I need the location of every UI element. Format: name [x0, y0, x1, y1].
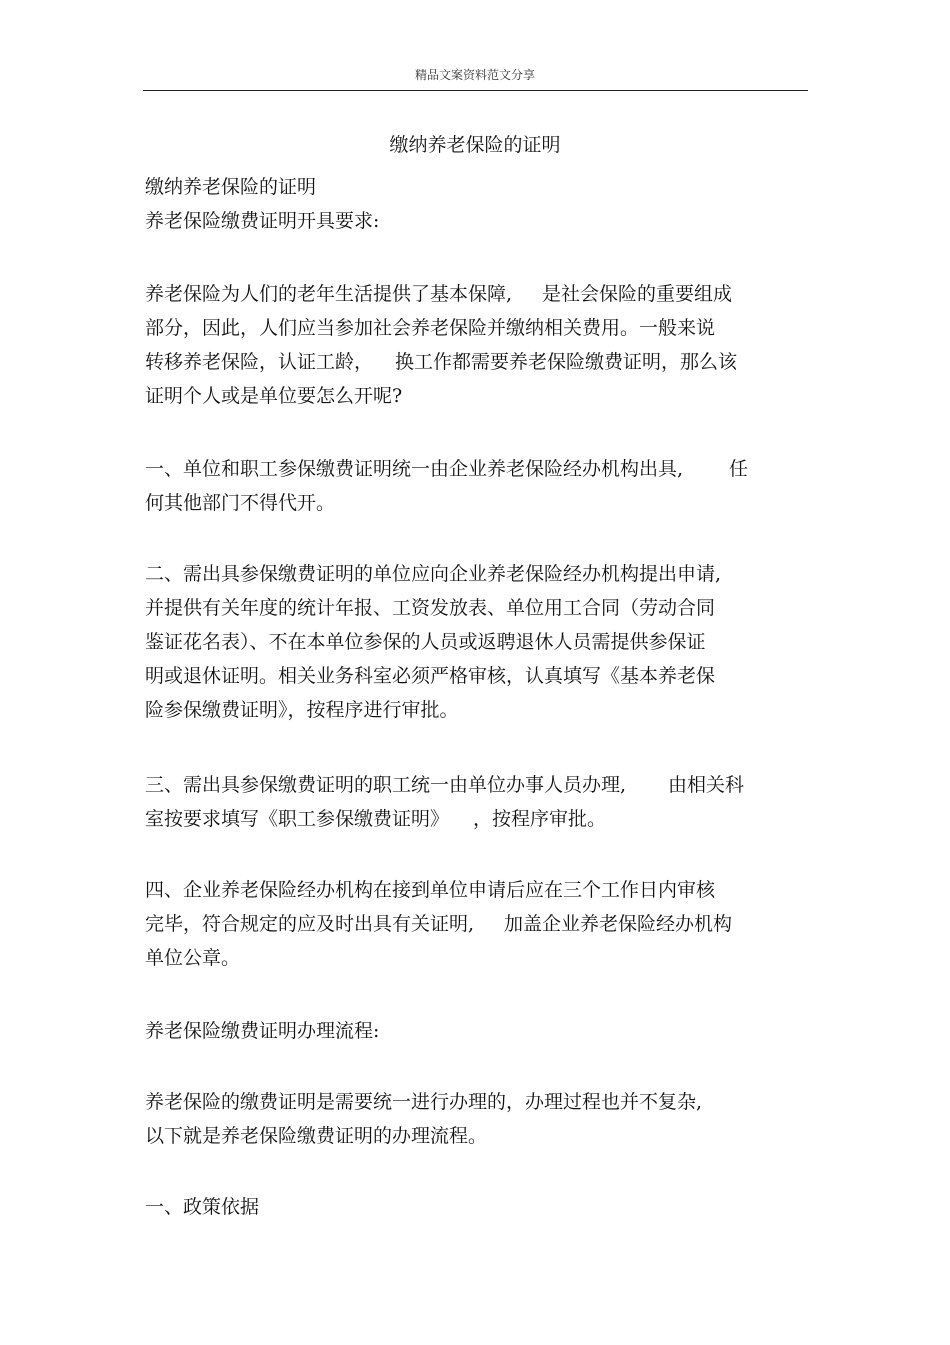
header-divider	[143, 90, 808, 91]
text-line: 明或退休证明。相关业务科室必须严格审核，认真填写《基本养老保	[145, 665, 716, 687]
section-heading: 养老保险缴费证明开具要求:	[145, 210, 380, 232]
paragraph-1	[145, 277, 810, 413]
intro-block	[145, 170, 810, 238]
text-line: 并提供有关年度的统计年报、工资发放表、单位用工合同（劳动合同	[145, 597, 716, 619]
text-segment: ，按程序审批。	[473, 808, 607, 830]
text-line: 证明个人或是单位要怎么开呢?	[145, 385, 403, 407]
text-line: 何其他部门不得代开。	[145, 492, 336, 514]
text-line: 部分，因此，人们应当参加社会养老保险并缴纳相关费用。一般来说	[145, 317, 716, 339]
text-line	[145, 345, 810, 379]
text-line	[145, 802, 810, 836]
text-line	[145, 768, 810, 802]
text-segment: 换工作都需要养老保险缴费证明，那么该	[395, 351, 738, 373]
text-line: 四、企业养老保险经办机构在接到单位申请后应在三个工作日内审核	[145, 879, 716, 901]
text-line	[145, 907, 810, 941]
text-segment: 任	[729, 458, 749, 480]
text-segment: 室按要求填写《职工参保缴费证明》	[145, 808, 450, 830]
document-title: 缴纳养老保险的证明	[389, 134, 561, 156]
text-segment: 一、单位和职工参保缴费证明统一由企业养老保险经办机构出具,	[145, 458, 684, 480]
text-line: 养老保险的缴费证明是需要统一进行办理的，办理过程也并不复杂,	[145, 1091, 703, 1113]
text-line	[145, 452, 810, 486]
text-segment: 由相关科	[668, 774, 745, 796]
paragraph-2	[145, 452, 810, 520]
paragraph-4	[145, 768, 810, 836]
subtitle-line: 缴纳养老保险的证明	[145, 176, 317, 198]
text-segment: 转移养老保险，认证工龄，	[145, 351, 374, 373]
page-header: 精品文案资料范文分享	[414, 68, 535, 82]
paragraph-3	[145, 557, 810, 727]
text-segment: 是社会保险的重要组成	[542, 283, 733, 305]
paragraph-7	[145, 1085, 810, 1153]
text-line: 二、需出具参保缴费证明的单位应向企业养老保险经办机构提出申请,	[145, 563, 722, 585]
text-segment: 三、需出具参保缴费证明的职工统一由单位办事人员办理,	[145, 774, 627, 796]
text-segment: 加盖企业养老保险经办机构	[504, 913, 733, 935]
paragraph-8	[145, 1190, 810, 1224]
text-segment: 完毕，符合规定的应及时出具有关证明,	[145, 913, 475, 935]
text-line: 险参保缴费证明》，按程序进行审批。	[145, 699, 459, 721]
paragraph-5	[145, 873, 810, 975]
text-line: 鉴证花名表）、不在本单位参保的人员或返聘退休人员需提供参保证	[145, 631, 706, 653]
paragraph-6	[145, 1014, 810, 1048]
section-heading: 一、政策依据	[145, 1196, 260, 1218]
section-heading: 养老保险缴费证明办理流程:	[145, 1020, 380, 1042]
text-line: 以下就是养老保险缴费证明的办理流程。	[145, 1125, 488, 1147]
text-line: 单位公章。	[145, 947, 241, 969]
text-line	[145, 277, 810, 311]
text-segment: 养老保险为人们的老年生活提供了基本保障,	[145, 283, 513, 305]
